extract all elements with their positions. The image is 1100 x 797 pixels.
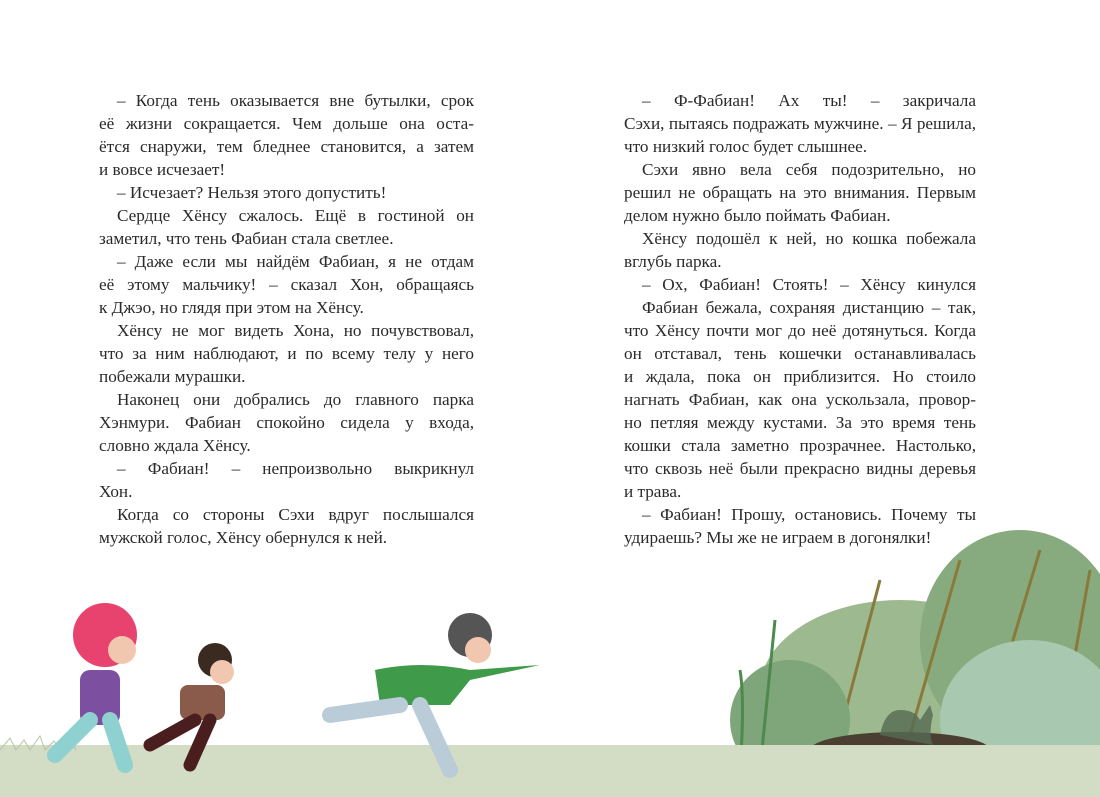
text-line: кошки стала заметно прозрачнее. Настолько,	[624, 436, 976, 455]
paragraph	[624, 296, 976, 503]
text-line: Сэхи явно вела себя подозрительно, но	[642, 160, 976, 179]
paragraph	[624, 227, 976, 273]
paragraph	[624, 89, 976, 158]
text-line: – Исчезает? Нельзя этого допустить!	[117, 183, 387, 202]
text-line: что низкий голос будет слышнее.	[624, 137, 868, 156]
text-line: и трава.	[624, 482, 682, 501]
text-line: решил не обращать на это внимания. Первым	[624, 183, 976, 202]
text-line: – Фабиан! – непроизвольно выкрикнул	[117, 459, 474, 478]
text-line: удираешь? Мы же не играем в догонялки!	[624, 528, 932, 547]
text-line: – Ф-Фабиан! Ах ты! – закричала	[642, 91, 976, 110]
text-line: вглубь парка.	[624, 252, 722, 271]
running-girl	[55, 603, 137, 765]
paragraph	[99, 204, 474, 250]
text-line: что сквозь неё были прекрасно видны деревья	[624, 459, 976, 478]
text-line: Когда со стороны Сэхи вдруг послышался	[117, 505, 474, 524]
text-line: что Хёнсу почти мог до неё дотянуться. Когда	[624, 321, 976, 340]
text-line: и ждала, пока он приблизится. Но стоило	[624, 367, 976, 386]
text-line: к Джэо, но глядя при этом на Хёнсу.	[99, 298, 364, 317]
paragraph	[99, 89, 474, 181]
text-line: – Фабиан! Прошу, остановись. Почему ты	[642, 505, 976, 524]
text-line: – Ох, Фабиан! Стоять! – Хёнсу кинулся	[642, 275, 976, 294]
text-line: Хёнсу не мог видеть Хона, но почувствовал,	[117, 321, 474, 340]
text-line: Хэнмури. Фабиан спокойно сидела у входа,	[99, 413, 474, 432]
left-page-text	[99, 89, 474, 549]
paragraph	[99, 250, 474, 319]
paragraph	[99, 457, 474, 503]
paragraph	[99, 181, 474, 204]
text-line: и вовсе исчезает!	[99, 160, 226, 179]
text-line: заметил, что тень Фабиан стала светлее.	[99, 229, 394, 248]
text-line: её жизни сокращается. Чем дольше она оста-	[99, 114, 474, 133]
grass	[0, 745, 1100, 797]
right-page-text	[624, 89, 976, 549]
text-line: что за ним наблюдают, и по всему телу у него	[99, 344, 474, 363]
text-line: – Когда тень оказывается вне бутылки, срок	[117, 91, 474, 110]
text-line: мужской голос, Хёнсу обернулся к ней.	[99, 528, 388, 547]
text-line: побежали мурашки.	[99, 367, 246, 386]
text-line: ётся снаружи, тем бледнее становится, а затем	[99, 137, 474, 156]
text-line: словно ждала Хёнсу.	[99, 436, 251, 455]
paragraph	[624, 158, 976, 227]
text-line: он отставал, тень кошечки останавливалась	[624, 344, 976, 363]
paragraph	[99, 319, 474, 388]
text-line: делом нужно было поймать Фабиан.	[624, 206, 891, 225]
text-line: Наконец они добрались до главного парка	[117, 390, 474, 409]
paragraph	[99, 388, 474, 457]
text-line: нагнать Фабиан, как она ускользала, провор-	[624, 390, 976, 409]
text-line: Хон.	[99, 482, 133, 501]
illustration-running-children-park	[0, 520, 1100, 797]
text-line: но петляя между кустами. За это время тень	[624, 413, 976, 432]
paragraph	[624, 273, 976, 296]
text-line: Фабиан бежала, сохраняя дистанцию – так,	[642, 298, 976, 317]
text-line: Сердце Хёнсу сжалось. Ещё в гостиной он	[117, 206, 474, 225]
text-line: – Даже если мы найдём Фабиан, я не отдам	[117, 252, 474, 271]
text-line: Хёнсу подошёл к ней, но кошка побежала	[642, 229, 976, 248]
text-line: Сэхи, пытаясь подражать мужчине. – Я решила,	[624, 114, 976, 133]
text-line: её этому мальчику! – сказал Хон, обращаясь	[99, 275, 474, 294]
